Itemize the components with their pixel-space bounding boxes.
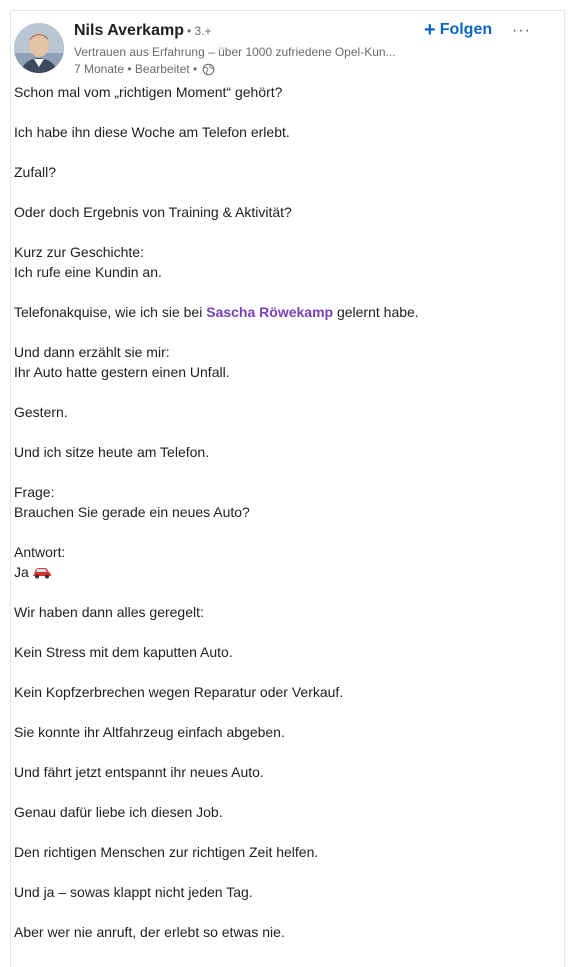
post-line: Antwort:	[14, 544, 66, 560]
post-line: Ihr Auto hatte gestern einen Unfall.	[14, 364, 230, 380]
blank-line	[14, 102, 544, 122]
post-line: Und ja – sowas klappt nicht jeden Tag.	[14, 884, 253, 900]
connection-degree: • 3.+	[186, 24, 212, 38]
post-line: Aber wer nie anruft, der erlebt so etwas nie.	[14, 924, 285, 940]
post-line: Zufall?	[14, 164, 57, 180]
blank-line	[14, 142, 544, 162]
post-line: Sie konnte ihr Altfahrzeug einfach abgeben.	[14, 724, 285, 740]
follow-label: Folgen	[439, 21, 493, 38]
blank-line	[14, 322, 544, 342]
post-text: Telefonakquise, wie ich sie bei	[14, 304, 207, 320]
post-line: Kein Kopfzerbrechen wegen Reparatur oder Verkauf.	[14, 684, 344, 700]
blank-line	[14, 622, 544, 642]
post-line: Kein Stress mit dem kaputten Auto.	[14, 644, 233, 660]
globe-icon	[202, 63, 215, 76]
post-line: Und ich sitze heute am Telefon.	[14, 444, 210, 460]
blank-line	[14, 662, 544, 682]
blank-line	[14, 582, 544, 602]
follow-button[interactable]	[424, 20, 492, 40]
blank-line	[14, 462, 544, 482]
post-body	[14, 82, 544, 942]
blank-line	[14, 182, 544, 202]
post-text: Ja	[14, 564, 29, 580]
blank-line	[14, 822, 544, 842]
post-line: Ich habe ihn diese Woche am Telefon erlebt.	[14, 124, 290, 140]
blank-line	[14, 382, 544, 402]
blank-line	[14, 742, 544, 762]
blank-line	[14, 902, 544, 922]
post-line: Und fährt jetzt entspannt ihr neues Auto.	[14, 764, 264, 780]
blank-line	[14, 522, 544, 542]
plus-icon: +	[424, 19, 436, 41]
post-line: Brauchen Sie gerade ein neues Auto?	[14, 504, 250, 520]
post-line: Schon mal vom „richtigen Moment“ gehört?	[14, 84, 283, 100]
author-name[interactable]	[74, 22, 212, 40]
blank-line	[14, 862, 544, 882]
post-line: Den richtigen Menschen zur richtigen Zeit helfen.	[14, 844, 319, 860]
post-line: Und dann erzählt sie mir:	[14, 344, 170, 360]
post-line: Kurz zur Geschichte:	[14, 244, 144, 260]
more-icon[interactable]: ···	[512, 22, 531, 39]
car-icon	[32, 564, 52, 585]
post-meta	[74, 62, 215, 76]
blank-line	[14, 282, 544, 302]
post-line: Gestern.	[14, 404, 68, 420]
post-line: Genau dafür liebe ich diesen Job.	[14, 804, 223, 820]
post-meta-text: 7 Monate • Bearbeitet •	[74, 62, 198, 76]
post-line-answer	[14, 562, 544, 582]
post-line: Frage:	[14, 484, 55, 500]
blank-line	[14, 702, 544, 722]
author-name-text[interactable]: Nils Averkamp	[74, 22, 184, 39]
blank-line	[14, 222, 544, 242]
avatar[interactable]	[14, 23, 64, 73]
author-headline: Vertrauen aus Erfahrung – über 1000 zufriedene Opel-Kun...	[74, 45, 396, 59]
post-line: Oder doch Ergebnis von Training & Aktivität?	[14, 204, 292, 220]
blank-line	[14, 782, 544, 802]
post-line: Ich rufe eine Kundin an.	[14, 264, 162, 280]
post-text: gelernt habe.	[333, 304, 419, 320]
post-header	[14, 20, 544, 78]
mention-link[interactable]: Sascha Röwekamp	[206, 304, 334, 320]
post-line-with-mention	[14, 302, 544, 322]
post-line: Wir haben dann alles geregelt:	[14, 604, 204, 620]
blank-line	[14, 422, 544, 442]
